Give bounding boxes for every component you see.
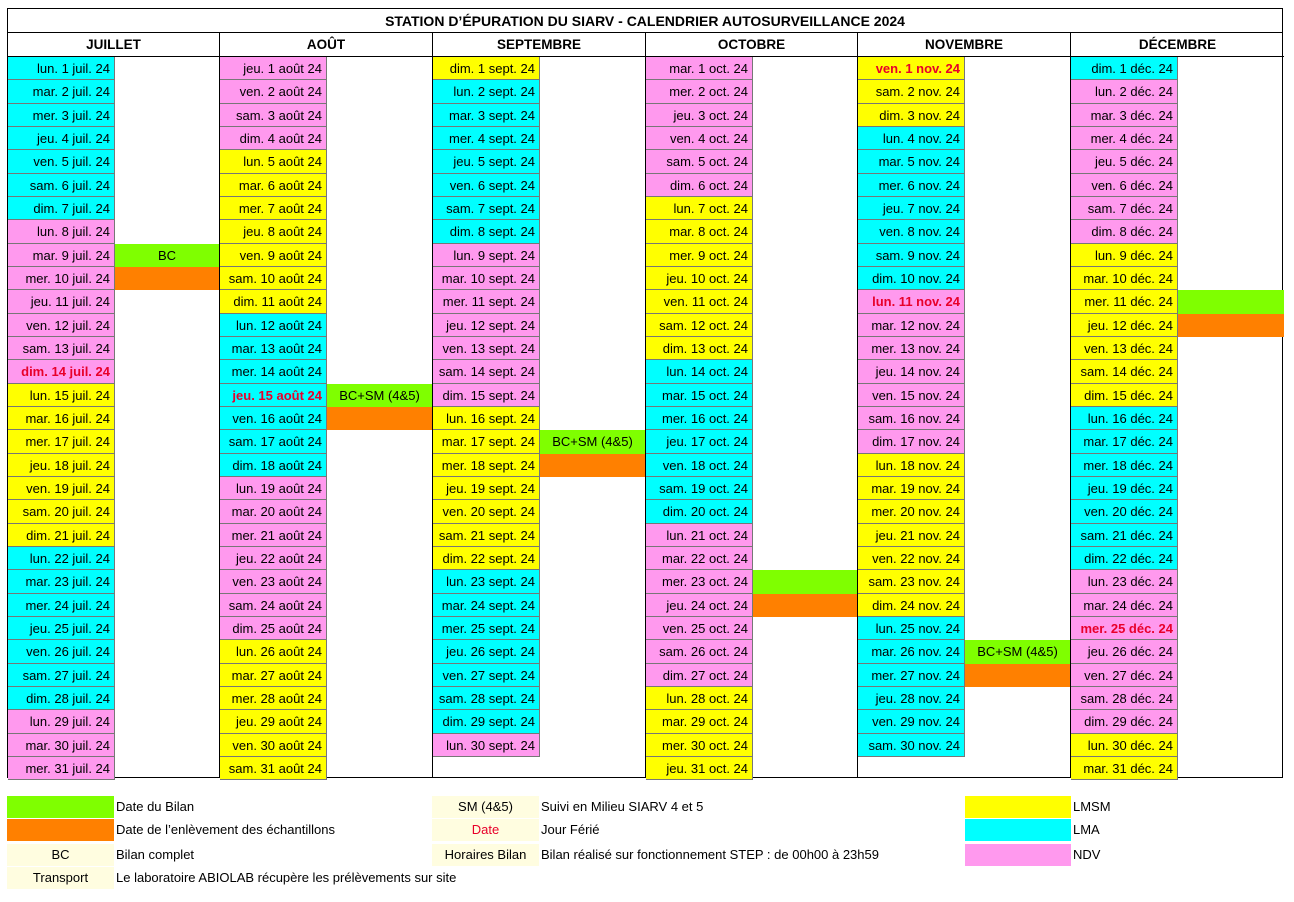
bilan-marker: BC+SM (4&5)	[327, 384, 432, 407]
day-cell: lun. 21 oct. 24	[646, 524, 753, 547]
day-cell: jeu. 18 juil. 24	[8, 454, 115, 477]
day-cell: sam. 26 oct. 24	[646, 640, 753, 663]
day-cell: ven. 29 nov. 24	[858, 710, 965, 733]
day-cell: jeu. 19 sept. 24	[433, 477, 540, 500]
day-cell: ven. 18 oct. 24	[646, 454, 753, 477]
day-cell: dim. 22 sept. 24	[433, 547, 540, 570]
day-cell: mar. 17 déc. 24	[1071, 430, 1178, 453]
day-cell: mar. 24 déc. 24	[1071, 594, 1178, 617]
day-cell: mar. 26 nov. 24	[858, 640, 965, 663]
day-cell: sam. 10 août 24	[220, 267, 327, 290]
day-cell: ven. 12 juil. 24	[8, 314, 115, 337]
day-cell: jeu. 25 juil. 24	[8, 617, 115, 640]
legend-swatch	[7, 819, 114, 841]
day-cell: mer. 11 sept. 24	[433, 290, 540, 313]
day-cell: mar. 13 août 24	[220, 337, 327, 360]
day-cell: mar. 6 août 24	[220, 174, 327, 197]
day-cell: lun. 23 sept. 24	[433, 570, 540, 593]
day-cell: mar. 1 oct. 24	[646, 57, 753, 80]
day-cell: mar. 29 oct. 24	[646, 710, 753, 733]
day-cell: mar. 20 août 24	[220, 500, 327, 523]
day-cell: lun. 23 déc. 24	[1071, 570, 1178, 593]
day-cell: lun. 30 déc. 24	[1071, 734, 1178, 757]
day-cell: jeu. 3 oct. 24	[646, 104, 753, 127]
day-cell: jeu. 31 oct. 24	[646, 757, 753, 780]
legend-swatch: Horaires Bilan	[432, 844, 539, 866]
day-cell: mar. 22 oct. 24	[646, 547, 753, 570]
day-cell: mar. 31 déc. 24	[1071, 757, 1178, 780]
day-cell: ven. 27 sept. 24	[433, 664, 540, 687]
day-cell: ven. 22 nov. 24	[858, 547, 965, 570]
day-cell: sam. 21 déc. 24	[1071, 524, 1178, 547]
day-cell: mar. 23 juil. 24	[8, 570, 115, 593]
day-cell: ven. 20 sept. 24	[433, 500, 540, 523]
day-cell: mar. 12 nov. 24	[858, 314, 965, 337]
day-cell: jeu. 10 oct. 24	[646, 267, 753, 290]
day-cell: jeu. 22 août 24	[220, 547, 327, 570]
day-cell: sam. 7 déc. 24	[1071, 197, 1178, 220]
day-cell: ven. 16 août 24	[220, 407, 327, 430]
day-cell: mar. 19 nov. 24	[858, 477, 965, 500]
legend-swatch	[965, 844, 1071, 866]
day-cell: sam. 6 juil. 24	[8, 174, 115, 197]
day-cell: jeu. 1 août 24	[220, 57, 327, 80]
day-cell: sam. 16 nov. 24	[858, 407, 965, 430]
day-cell: mer. 27 nov. 24	[858, 664, 965, 687]
day-cell: mer. 4 sept. 24	[433, 127, 540, 150]
month-column	[220, 57, 433, 777]
enlevement-marker	[965, 664, 1070, 687]
day-cell: dim. 29 sept. 24	[433, 710, 540, 733]
day-cell: ven. 20 déc. 24	[1071, 500, 1178, 523]
day-cell: lun. 14 oct. 24	[646, 360, 753, 383]
day-cell: jeu. 5 déc. 24	[1071, 150, 1178, 173]
legend-text: Jour Férié	[541, 822, 600, 837]
enlevement-marker	[327, 407, 432, 430]
day-cell: sam. 9 nov. 24	[858, 244, 965, 267]
day-cell: dim. 24 nov. 24	[858, 594, 965, 617]
day-cell: mer. 25 déc. 24	[1071, 617, 1178, 640]
enlevement-marker	[540, 454, 645, 477]
day-cell: mar. 8 oct. 24	[646, 220, 753, 243]
day-cell: mer. 31 juil. 24	[8, 757, 115, 780]
day-cell: lun. 22 juil. 24	[8, 547, 115, 570]
day-cell: sam. 27 juil. 24	[8, 664, 115, 687]
legend-swatch: BC	[7, 844, 114, 866]
month-header: OCTOBRE	[646, 33, 858, 57]
day-cell: lun. 29 juil. 24	[8, 710, 115, 733]
day-cell: dim. 20 oct. 24	[646, 500, 753, 523]
day-cell: mer. 14 août 24	[220, 360, 327, 383]
day-cell: ven. 13 déc. 24	[1071, 337, 1178, 360]
month-column	[8, 57, 220, 777]
legend-text: Date de l’enlèvement des échantillons	[116, 822, 335, 837]
day-cell: sam. 19 oct. 24	[646, 477, 753, 500]
month-column	[1071, 57, 1284, 777]
legend-text: Le laboratoire ABIOLAB récupère les prélèvements sur site	[116, 870, 457, 885]
day-cell: lun. 9 déc. 24	[1071, 244, 1178, 267]
enlevement-marker	[115, 267, 219, 290]
day-cell: mer. 23 oct. 24	[646, 570, 753, 593]
month-header: DÉCEMBRE	[1071, 33, 1284, 57]
bilan-marker	[753, 570, 857, 593]
day-cell: lun. 2 déc. 24	[1071, 80, 1178, 103]
bilan-marker: BC	[115, 244, 219, 267]
day-cell: sam. 3 août 24	[220, 104, 327, 127]
day-cell: lun. 16 sept. 24	[433, 407, 540, 430]
day-cell: mar. 24 sept. 24	[433, 594, 540, 617]
legend-text: Suivi en Milieu SIARV 4 et 5	[541, 799, 704, 814]
day-cell: lun. 25 nov. 24	[858, 617, 965, 640]
day-cell: dim. 13 oct. 24	[646, 337, 753, 360]
day-cell: jeu. 26 sept. 24	[433, 640, 540, 663]
day-cell: dim. 14 juil. 24	[8, 360, 115, 383]
day-cell: mer. 4 déc. 24	[1071, 127, 1178, 150]
day-cell: jeu. 12 déc. 24	[1071, 314, 1178, 337]
month-header: SEPTEMBRE	[433, 33, 646, 57]
month-column	[646, 57, 858, 777]
day-cell: sam. 20 juil. 24	[8, 500, 115, 523]
day-cell: mer. 24 juil. 24	[8, 594, 115, 617]
day-cell: lun. 26 août 24	[220, 640, 327, 663]
day-cell: jeu. 4 juil. 24	[8, 127, 115, 150]
day-cell: lun. 15 juil. 24	[8, 384, 115, 407]
legend-text: Bilan réalisé sur fonctionnement STEP : de 00h00 à 23h59	[541, 847, 879, 862]
day-cell: mer. 28 août 24	[220, 687, 327, 710]
day-cell: lun. 19 août 24	[220, 477, 327, 500]
day-cell: ven. 25 oct. 24	[646, 617, 753, 640]
day-cell: jeu. 24 oct. 24	[646, 594, 753, 617]
month-column	[433, 57, 646, 777]
day-cell: jeu. 17 oct. 24	[646, 430, 753, 453]
day-cell: sam. 30 nov. 24	[858, 734, 965, 757]
day-cell: lun. 12 août 24	[220, 314, 327, 337]
enlevement-marker	[753, 594, 857, 617]
day-cell: mar. 15 oct. 24	[646, 384, 753, 407]
day-cell: jeu. 21 nov. 24	[858, 524, 965, 547]
day-cell: dim. 8 sept. 24	[433, 220, 540, 243]
day-cell: lun. 7 oct. 24	[646, 197, 753, 220]
day-cell: lun. 2 sept. 24	[433, 80, 540, 103]
legend-swatch	[7, 796, 114, 818]
day-cell: sam. 13 juil. 24	[8, 337, 115, 360]
day-cell: dim. 27 oct. 24	[646, 664, 753, 687]
day-cell: mar. 3 sept. 24	[433, 104, 540, 127]
day-cell: mer. 18 déc. 24	[1071, 454, 1178, 477]
day-cell: ven. 2 août 24	[220, 80, 327, 103]
day-cell: dim. 8 déc. 24	[1071, 220, 1178, 243]
day-cell: jeu. 8 août 24	[220, 220, 327, 243]
day-cell: lun. 30 sept. 24	[433, 734, 540, 757]
day-cell: mer. 21 août 24	[220, 524, 327, 547]
month-header: JUILLET	[8, 33, 220, 57]
day-cell: mar. 3 déc. 24	[1071, 104, 1178, 127]
day-cell: jeu. 5 sept. 24	[433, 150, 540, 173]
day-cell: ven. 1 nov. 24	[858, 57, 965, 80]
bilan-marker	[1178, 290, 1284, 313]
day-cell: ven. 27 déc. 24	[1071, 664, 1178, 687]
day-cell: dim. 17 nov. 24	[858, 430, 965, 453]
day-cell: sam. 14 déc. 24	[1071, 360, 1178, 383]
calendar-title: STATION D’ÉPURATION DU SIARV - CALENDRIER AUTOSURVEILLANCE 2024	[8, 9, 1282, 33]
day-cell: mer. 18 sept. 24	[433, 454, 540, 477]
day-cell: mar. 30 juil. 24	[8, 734, 115, 757]
day-cell: dim. 25 août 24	[220, 617, 327, 640]
day-cell: lun. 1 juil. 24	[8, 57, 115, 80]
day-cell: mar. 2 juil. 24	[8, 80, 115, 103]
day-cell: dim. 15 sept. 24	[433, 384, 540, 407]
day-cell: sam. 17 août 24	[220, 430, 327, 453]
legend-text: Bilan complet	[116, 847, 195, 862]
day-cell: mer. 6 nov. 24	[858, 174, 965, 197]
day-cell: dim. 11 août 24	[220, 290, 327, 313]
day-cell: mer. 25 sept. 24	[433, 617, 540, 640]
day-cell: mer. 3 juil. 24	[8, 104, 115, 127]
day-cell: mer. 10 juil. 24	[8, 267, 115, 290]
day-cell: ven. 8 nov. 24	[858, 220, 965, 243]
day-cell: dim. 1 sept. 24	[433, 57, 540, 80]
day-cell: sam. 21 sept. 24	[433, 524, 540, 547]
day-cell: jeu. 19 déc. 24	[1071, 477, 1178, 500]
day-cell: sam. 12 oct. 24	[646, 314, 753, 337]
day-cell: ven. 4 oct. 24	[646, 127, 753, 150]
day-cell: ven. 23 août 24	[220, 570, 327, 593]
day-cell: mer. 16 oct. 24	[646, 407, 753, 430]
day-cell: mar. 10 déc. 24	[1071, 267, 1178, 290]
day-cell: sam. 28 déc. 24	[1071, 687, 1178, 710]
day-cell: sam. 14 sept. 24	[433, 360, 540, 383]
day-cell: mer. 7 août 24	[220, 197, 327, 220]
legend-swatch	[965, 796, 1071, 818]
day-cell: ven. 11 oct. 24	[646, 290, 753, 313]
day-cell: lun. 28 oct. 24	[646, 687, 753, 710]
month-header: NOVEMBRE	[858, 33, 1071, 57]
legend-text: LMA	[1073, 822, 1100, 837]
legend-text: NDV	[1073, 847, 1101, 862]
day-cell: jeu. 29 août 24	[220, 710, 327, 733]
month-column	[858, 57, 1071, 777]
day-cell: lun. 9 sept. 24	[433, 244, 540, 267]
day-cell: dim. 22 déc. 24	[1071, 547, 1178, 570]
day-cell: ven. 6 sept. 24	[433, 174, 540, 197]
month-header: AOÛT	[220, 33, 433, 57]
day-cell: sam. 2 nov. 24	[858, 80, 965, 103]
day-cell: jeu. 26 déc. 24	[1071, 640, 1178, 663]
day-cell: sam. 24 août 24	[220, 594, 327, 617]
day-cell: dim. 29 déc. 24	[1071, 710, 1178, 733]
day-cell: mar. 16 juil. 24	[8, 407, 115, 430]
day-cell: mer. 20 nov. 24	[858, 500, 965, 523]
day-cell: mer. 9 oct. 24	[646, 244, 753, 267]
day-cell: mer. 17 juil. 24	[8, 430, 115, 453]
day-cell: ven. 26 juil. 24	[8, 640, 115, 663]
day-cell: dim. 18 août 24	[220, 454, 327, 477]
day-cell: jeu. 28 nov. 24	[858, 687, 965, 710]
legend-swatch: Date	[432, 819, 539, 841]
day-cell: ven. 15 nov. 24	[858, 384, 965, 407]
legend-text: Date du Bilan	[116, 799, 195, 814]
day-cell: mar. 5 nov. 24	[858, 150, 965, 173]
day-cell: lun. 16 déc. 24	[1071, 407, 1178, 430]
day-cell: dim. 1 déc. 24	[1071, 57, 1178, 80]
day-cell: mer. 2 oct. 24	[646, 80, 753, 103]
day-cell: jeu. 15 août 24	[220, 384, 327, 407]
day-cell: dim. 3 nov. 24	[858, 104, 965, 127]
legend-text: LMSM	[1073, 799, 1111, 814]
day-cell: dim. 4 août 24	[220, 127, 327, 150]
day-cell: jeu. 14 nov. 24	[858, 360, 965, 383]
day-cell: ven. 19 juil. 24	[8, 477, 115, 500]
day-cell: lun. 8 juil. 24	[8, 220, 115, 243]
day-cell: dim. 15 déc. 24	[1071, 384, 1178, 407]
legend-swatch	[965, 819, 1071, 841]
day-cell: lun. 5 août 24	[220, 150, 327, 173]
legend-swatch: SM (4&5)	[432, 796, 539, 818]
day-cell: jeu. 7 nov. 24	[858, 197, 965, 220]
day-cell: ven. 6 déc. 24	[1071, 174, 1178, 197]
bilan-marker: BC+SM (4&5)	[965, 640, 1070, 663]
day-cell: mar. 9 juil. 24	[8, 244, 115, 267]
day-cell: ven. 30 août 24	[220, 734, 327, 757]
legend-swatch: Transport	[7, 867, 114, 889]
day-cell: sam. 23 nov. 24	[858, 570, 965, 593]
day-cell: jeu. 11 juil. 24	[8, 290, 115, 313]
day-cell: jeu. 12 sept. 24	[433, 314, 540, 337]
day-cell: ven. 9 août 24	[220, 244, 327, 267]
day-cell: mer. 11 déc. 24	[1071, 290, 1178, 313]
calendar-sheet	[7, 8, 1283, 778]
day-cell: sam. 28 sept. 24	[433, 687, 540, 710]
day-cell: sam. 7 sept. 24	[433, 197, 540, 220]
day-cell: dim. 21 juil. 24	[8, 524, 115, 547]
day-cell: mar. 17 sept. 24	[433, 430, 540, 453]
bilan-marker: BC+SM (4&5)	[540, 430, 645, 453]
day-cell: dim. 28 juil. 24	[8, 687, 115, 710]
day-cell: lun. 11 nov. 24	[858, 290, 965, 313]
day-cell: dim. 7 juil. 24	[8, 197, 115, 220]
day-cell: dim. 10 nov. 24	[858, 267, 965, 290]
day-cell: lun. 18 nov. 24	[858, 454, 965, 477]
enlevement-marker	[1178, 314, 1284, 337]
day-cell: ven. 13 sept. 24	[433, 337, 540, 360]
day-cell: mer. 30 oct. 24	[646, 734, 753, 757]
day-cell: ven. 5 juil. 24	[8, 150, 115, 173]
day-cell: mar. 27 août 24	[220, 664, 327, 687]
day-cell: mar. 10 sept. 24	[433, 267, 540, 290]
day-cell: dim. 6 oct. 24	[646, 174, 753, 197]
day-cell: lun. 4 nov. 24	[858, 127, 965, 150]
day-cell: sam. 5 oct. 24	[646, 150, 753, 173]
day-cell: sam. 31 août 24	[220, 757, 327, 780]
day-cell: mer. 13 nov. 24	[858, 337, 965, 360]
